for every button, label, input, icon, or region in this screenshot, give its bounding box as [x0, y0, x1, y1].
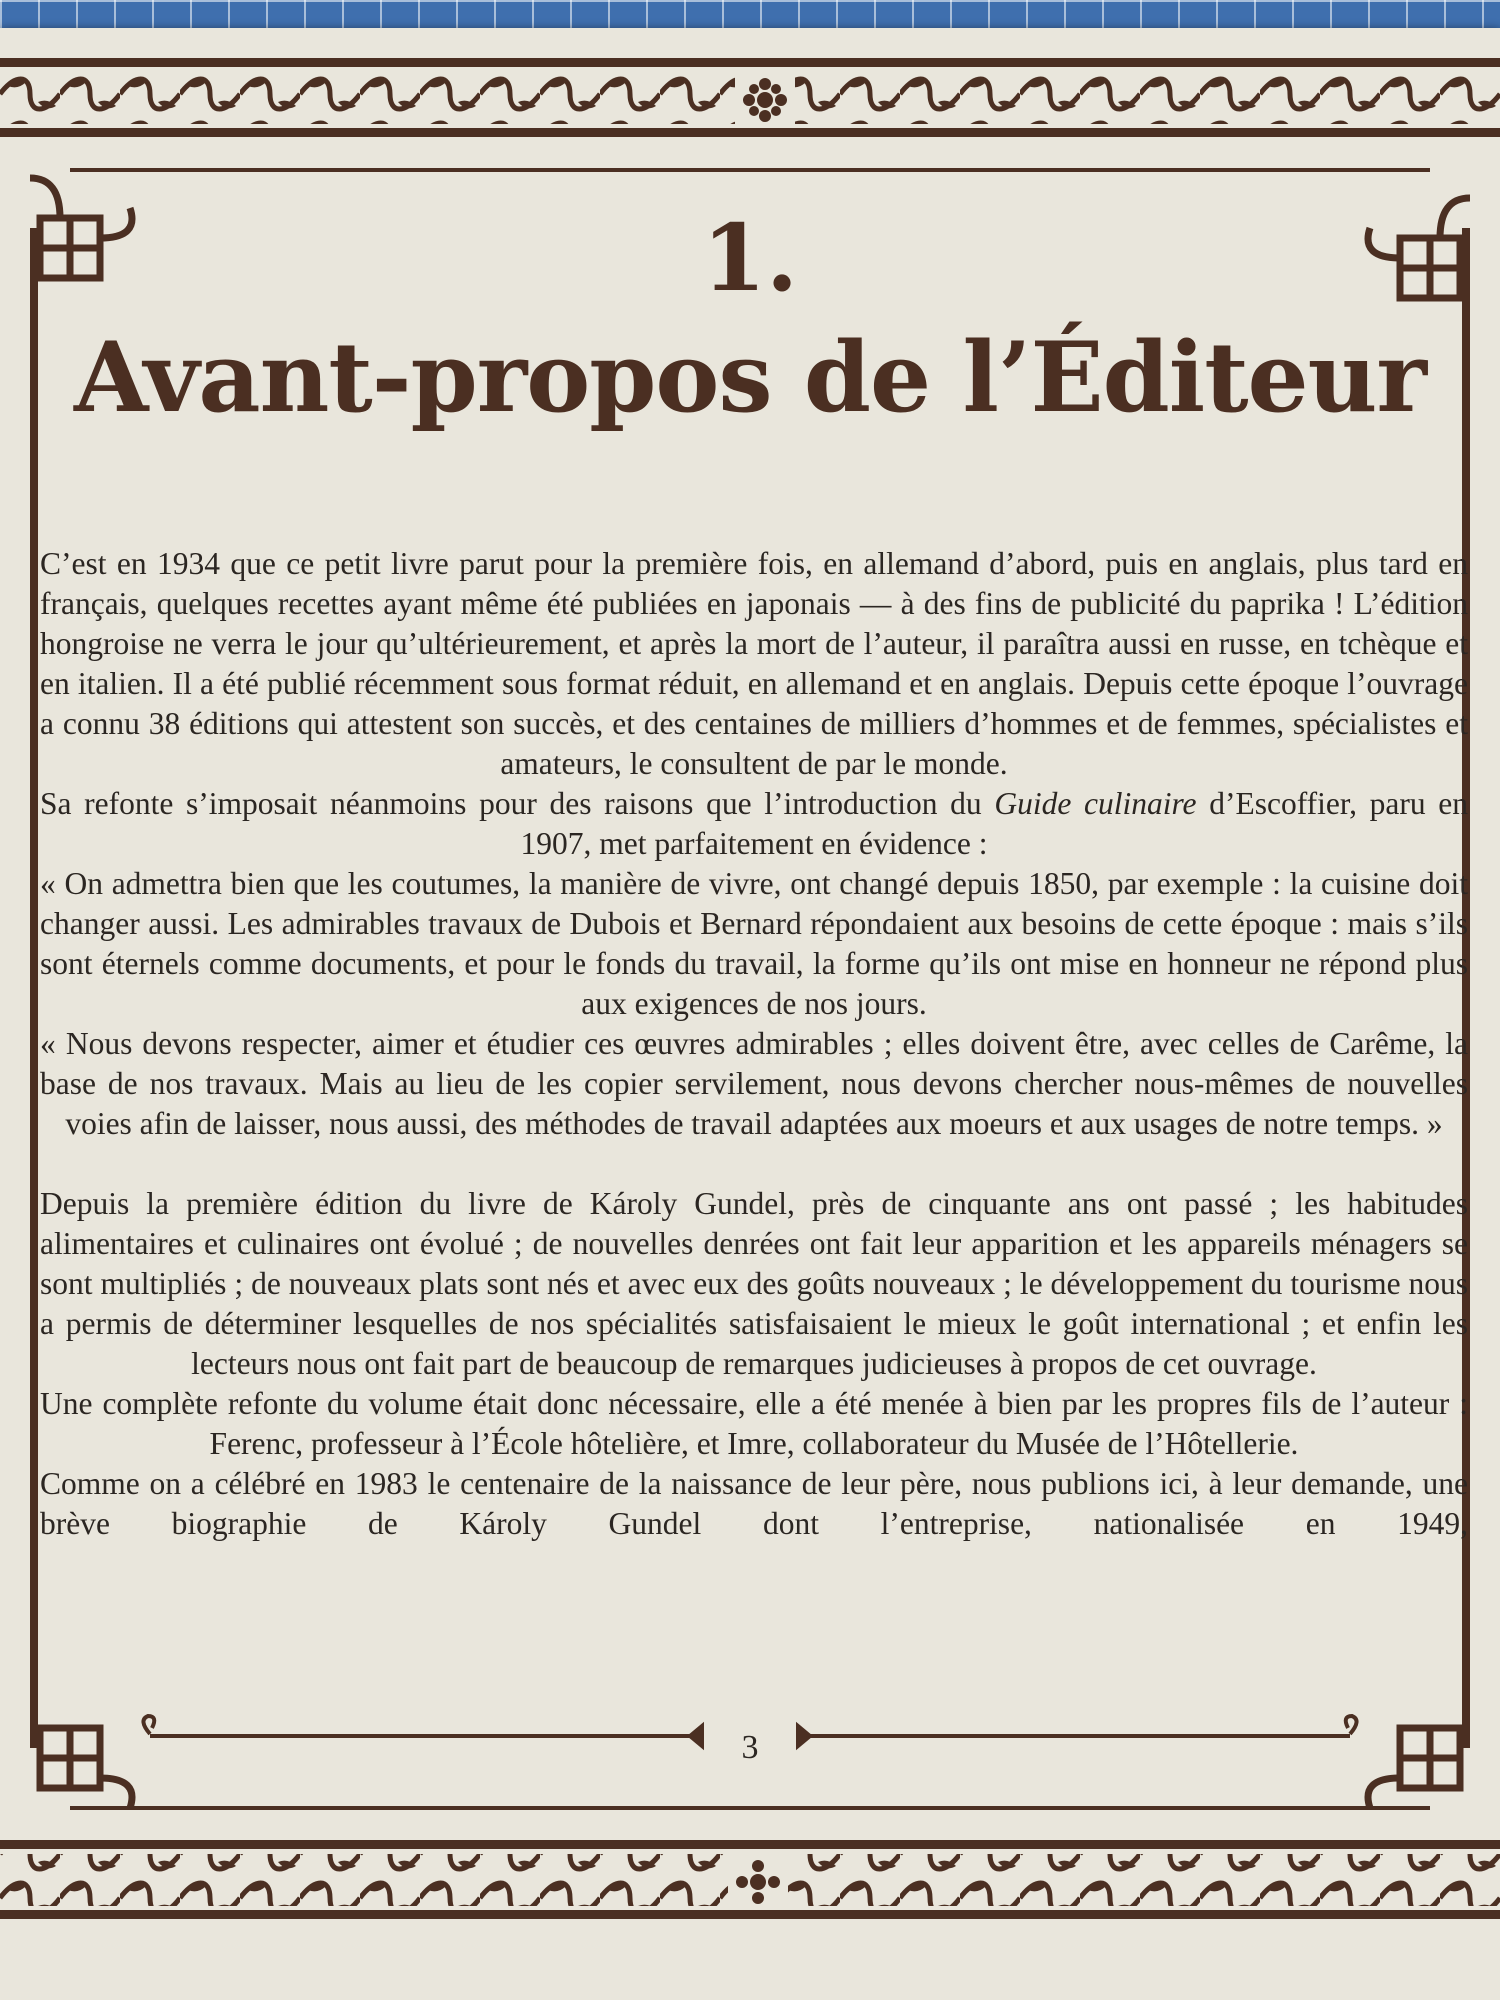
paragraph-6: Une complète refonte du volume était donc nécessaire, elle a été menée à bien par les propres fils de l’auteur : Ferenc, professeur à l’École hôtelière, et Imre, collaborateur du Musée de l’Hôtellerie. — [40, 1386, 1468, 1461]
book-page — [0, 28, 1500, 2000]
paragraph-3-quote: « On admettra bien que les coutumes, la manière de vivre, ont changé depuis 1850, par exemple : la cuisine doit changer aussi. Les admirables travaux de Dubois et Bernard répondaient aux besoins de cette époque : mais s’ils sont éternels comme documents, et pour le fonds du travail, la forme qu’ils ont mise en honneur ne répond plus aux exigences de nos jours. — [40, 866, 1468, 1021]
body-text — [40, 544, 1468, 1544]
top-rosette-icon — [735, 72, 795, 128]
paragraph-2: Sa refonte s’imposait néanmoins pour des raisons que l’introduction du Guide culinaire d’Escoffier, paru en 1907, met parfaitement en évidence : — [40, 786, 1468, 861]
paragraph-7: Comme on a célébré en 1983 le centenaire de la naissance de leur père, nous publions ici, à leur demande, une brève biographie de Károly Gundel dont l’entreprise, nationalisée en 1949, — [40, 1466, 1468, 1541]
paragraph-4-quote: « Nous devons respecter, aimer et étudier ces œuvres admirables ; elles doivent être, avec celles de Carême, la base de nos travaux. Mais au lieu de les copier servilement, nous devons chercher nous-mêmes de nouvelles voies afin de laisser, nous aussi, des méthodes de travail adaptées aux moeurs et aux usages de notre temps. » — [40, 1026, 1468, 1141]
paragraph-5: Depuis la première édition du livre de Károly Gundel, près de cinquante ans ont passé ; les habitudes alimentaires et culinaires ont évolué ; de nouvelles denrées ont fait leur apparition et les appareils ménagers se sont multipliés ; de nouveaux plats sont nés et avec eux des goûts nouveaux ; le développement du tourisme nous a permis de déterminer lesquelles de nos spécialités satisfaisaient le mieux le goût international ; et enfin les lecteurs nous ont fait part de beaucoup de remarques judicieuses à propos de cet ouvrage. — [40, 1186, 1468, 1381]
corner-knot-bottom-right — [1368, 1728, 1460, 1808]
paragraph-1: C’est en 1934 que ce petit livre parut pour la première fois, en allemand d’abord, puis en anglais, plus tard en français, quelques recettes ayant même été publiées en japonais — à des fins de publicité du paprika ! L’édition hongroise ne verra le jour qu’ultérieurement, et après la mort de l’auteur, il paraîtra aussi en russe, en tchèque et en italien. Il a été publié récemment sous format réduit, en allemand et en anglais. Depuis cette époque l’ouvrage a connu 38 éditions qui attestent son succès, et des centaines de milliers d’hommes et de femmes, spécialistes et amateurs, le consultent de par le monde. — [40, 546, 1468, 781]
corner-knot-bottom-left — [40, 1728, 132, 1808]
chapter-number: 1. — [701, 204, 799, 312]
page-number: 3 — [741, 1729, 759, 1766]
bottom-rosette-icon — [728, 1854, 788, 1910]
page-title: Avant-propos de l’Éditeur — [74, 321, 1426, 434]
